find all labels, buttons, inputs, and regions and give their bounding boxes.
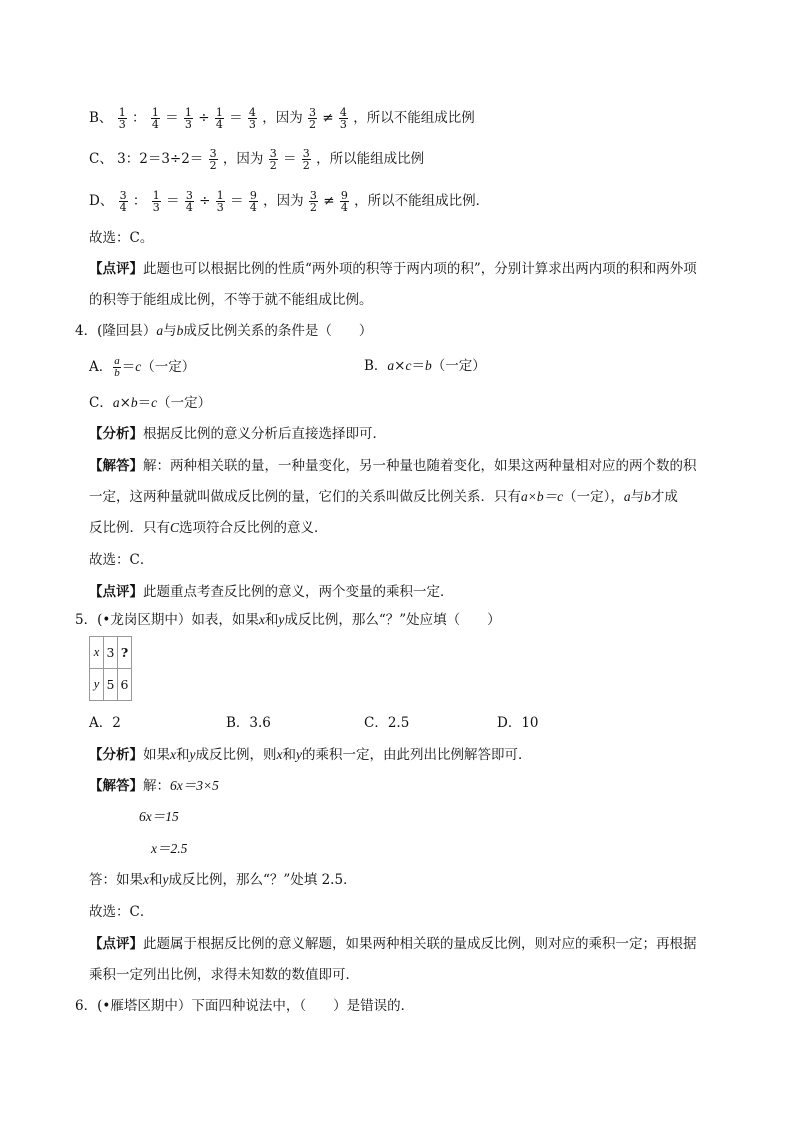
- analysis-line: [89, 424, 386, 444]
- text: 和: [282, 747, 296, 763]
- answer-tag: 【解答】: [89, 778, 143, 794]
- var-y: y: [278, 612, 285, 627]
- option-label: B．: [364, 358, 388, 374]
- fraction: $\frac{3}{2}$: [302, 147, 310, 172]
- analysis-tag: 【分析】: [89, 747, 143, 763]
- times: ×: [119, 395, 131, 411]
- text: 才成: [650, 489, 678, 505]
- fraction: $\frac{4}{3}$: [248, 106, 256, 131]
- text: 答：如果: [89, 872, 143, 888]
- var-y: y: [162, 872, 169, 887]
- fraction: $\frac{1}{3}$: [184, 106, 192, 131]
- var-a: a: [387, 358, 395, 373]
- equals: ＝: [411, 358, 425, 374]
- text: 和: [176, 747, 190, 763]
- text: 与: [163, 323, 177, 339]
- analysis-line: [89, 745, 532, 765]
- equation: 6x＝15: [139, 809, 179, 824]
- fraction: $\frac{1}{3}$: [152, 189, 160, 214]
- choice-text: 故选：C．: [89, 552, 154, 568]
- question-number: 5．(•龙岗区期中）如表，如果: [75, 612, 259, 628]
- table-cell: x: [90, 637, 104, 669]
- answer-line-1: [89, 776, 219, 796]
- text: 成反比例，那么“？”处填 2.5．: [168, 872, 357, 888]
- answer-line-3: [89, 518, 328, 538]
- comment-tag: 【点评】: [89, 584, 143, 600]
- var-b: b: [176, 323, 184, 338]
- text: （一定）: [431, 358, 486, 374]
- option-a[interactable]: [89, 356, 195, 379]
- text: 与: [630, 489, 645, 505]
- equals: ＝: [166, 193, 180, 209]
- solution-line-c: [89, 148, 424, 171]
- equals: ＝: [230, 193, 244, 209]
- question-number: 4．(隆回县）: [75, 323, 157, 339]
- var-x: x: [170, 747, 176, 762]
- text: （一定）: [157, 395, 212, 411]
- question-5-stem: [75, 610, 501, 630]
- choice-text: 故选：C。: [89, 230, 154, 246]
- option-c[interactable]: [89, 393, 211, 413]
- var-c-option: C: [170, 520, 180, 535]
- table-cell: 6: [118, 669, 132, 701]
- option-label: C、: [89, 151, 113, 167]
- solution-line-b: [89, 107, 475, 130]
- var-y: y: [189, 747, 196, 762]
- table-cell: ?: [118, 637, 132, 669]
- fraction: $\frac{3}{2}$: [269, 147, 277, 172]
- option-label: C．: [89, 395, 113, 411]
- comment-line-2: 乘积一定列出比例，求得未知数的数值即可．: [89, 967, 359, 983]
- answer-line-1: [89, 456, 697, 476]
- var-b: b: [424, 358, 432, 373]
- option-label: B、: [89, 110, 113, 126]
- colon: ：: [132, 193, 147, 209]
- fraction: $\frac{3}{4}$: [119, 189, 127, 214]
- var-c: c: [405, 358, 412, 373]
- option-a[interactable]: A．2: [89, 715, 121, 731]
- solution-line-d: [89, 190, 489, 213]
- comment-line: [89, 259, 697, 279]
- text: 和: [149, 872, 163, 888]
- expression: 3：2＝3÷2＝: [117, 151, 204, 167]
- fraction: $\frac{3}{2}$: [309, 106, 316, 131]
- comment-line: [89, 582, 454, 602]
- var-c: c: [135, 359, 142, 374]
- times: ×: [394, 358, 406, 374]
- comment-tag: 【点评】: [89, 261, 143, 277]
- analysis-tag: 【分析】: [89, 426, 143, 442]
- var-y: y: [296, 747, 302, 762]
- not-equal: ≠: [322, 110, 334, 126]
- equals: ＝: [137, 395, 152, 411]
- option-c[interactable]: C．2.5: [364, 715, 410, 731]
- fraction: $\frac{1}{3}$: [216, 189, 224, 214]
- data-table: [89, 636, 132, 701]
- var-b: b: [644, 489, 651, 504]
- text: 解：: [143, 778, 170, 794]
- text: 成反比例，那么“？”处应填（ ）: [284, 612, 501, 628]
- answer-tag: 【解答】: [89, 458, 143, 474]
- var-a: a: [623, 489, 631, 504]
- not-equal: ≠: [323, 193, 335, 209]
- text: 成反比例关系的条件是（ ）: [183, 323, 373, 339]
- comment-text: 此题也可以根据比例的性质“两外项的积等于两内项的积”，分别计算求出两内项的积和两外项: [143, 261, 697, 277]
- divide: ÷: [199, 193, 211, 209]
- equation: x＝2.5: [151, 841, 188, 856]
- fraction: $\frac{3}{4}$: [185, 189, 193, 214]
- text: 选项符合反比例的意义．: [179, 520, 328, 536]
- fraction: $\frac{3}{2}$: [209, 147, 217, 172]
- conclusion-text: ，所以不能组成比例．: [354, 193, 490, 209]
- because-text: ，因为: [222, 151, 264, 167]
- fraction: $\frac{9}{4}$: [340, 189, 348, 214]
- var-x: x: [258, 612, 265, 627]
- text: 的乘积一定，由此列出比例解答即可．: [302, 747, 532, 763]
- conclusion-text: ，所以能组成比例: [316, 151, 425, 167]
- fraction: $\frac{3}{2}$: [309, 189, 317, 214]
- option-b[interactable]: B．3.6: [226, 715, 271, 731]
- option-d[interactable]: D．10: [497, 715, 539, 731]
- answer-line-2: [89, 487, 678, 507]
- fraction: $\frac{1}{4}$: [151, 106, 159, 131]
- fraction: $\frac{1}{4}$: [215, 106, 223, 131]
- colon: ：: [132, 110, 146, 126]
- comment-tag: 【点评】: [89, 936, 143, 952]
- var-a: a: [156, 323, 164, 338]
- var-a: a: [112, 395, 120, 410]
- table-row: [90, 669, 132, 701]
- comment-line-2: 的积等于能组成比例，不等于就不能组成比例。: [89, 292, 373, 308]
- var-x: x: [143, 872, 149, 887]
- var-b: b: [130, 395, 138, 410]
- fraction: $\frac{4}{3}$: [339, 106, 347, 131]
- because-text: ，因为: [262, 110, 303, 126]
- var-c: c: [151, 395, 158, 410]
- answer-text: 解：两种相关联的量，一种量变化，另一种量也随着变化，如果这两种量相对应的两个数的积: [143, 458, 697, 474]
- option-label: A．: [89, 359, 113, 375]
- table-row: [90, 637, 132, 669]
- table-cell: 5: [104, 669, 118, 701]
- option-label: D、: [89, 193, 114, 209]
- equals: ＝: [283, 151, 297, 167]
- comment-text: 此题重点考查反比例的意义，两个变量的乘积一定．: [143, 584, 454, 600]
- text: 成反比例，则: [195, 747, 277, 763]
- text: （一定），: [563, 489, 624, 505]
- choice-text: 故选：C．: [89, 904, 154, 920]
- because-text: ，因为: [263, 193, 304, 209]
- reply-line: [89, 870, 357, 890]
- equals: ＝: [165, 110, 179, 126]
- text: （一定）: [141, 359, 196, 375]
- fraction: $\frac{a}{b}$: [114, 355, 120, 379]
- fraction: $\frac{1}{3}$: [118, 106, 126, 131]
- comment-text: 此题属于根据反比例的意义解题，如果两种相关联的量成反比例，则对应的乘积一定；再根据: [143, 936, 697, 952]
- analysis-text: 根据反比例的意义分析后直接选择即可．: [143, 426, 386, 442]
- formula: a×b＝c: [521, 489, 564, 504]
- answer-text: 一定，这两种量就叫做成反比例的量，它们的关系叫做反比例关系．只有: [89, 489, 521, 505]
- equation: 6x＝3×5: [170, 778, 219, 793]
- text: 如果: [143, 747, 170, 763]
- conclusion-text: ，所以不能组成比例: [353, 110, 475, 126]
- equals: ＝: [121, 359, 136, 375]
- table-cell: y: [90, 669, 104, 701]
- text: 反比例．只有: [89, 520, 170, 536]
- question-6-stem: 6．(•雁塔区期中）下面四种说法中，（ ）是错误的．: [75, 998, 415, 1014]
- fraction: $\frac{9}{4}$: [249, 189, 257, 214]
- option-b[interactable]: [364, 356, 486, 376]
- equals: ＝: [229, 110, 243, 126]
- divide: ÷: [198, 110, 214, 126]
- text: 和: [264, 612, 279, 628]
- comment-line: [89, 934, 697, 954]
- table-cell: 3: [104, 637, 118, 669]
- question-4-stem: [75, 321, 372, 341]
- var-x: x: [276, 747, 283, 762]
